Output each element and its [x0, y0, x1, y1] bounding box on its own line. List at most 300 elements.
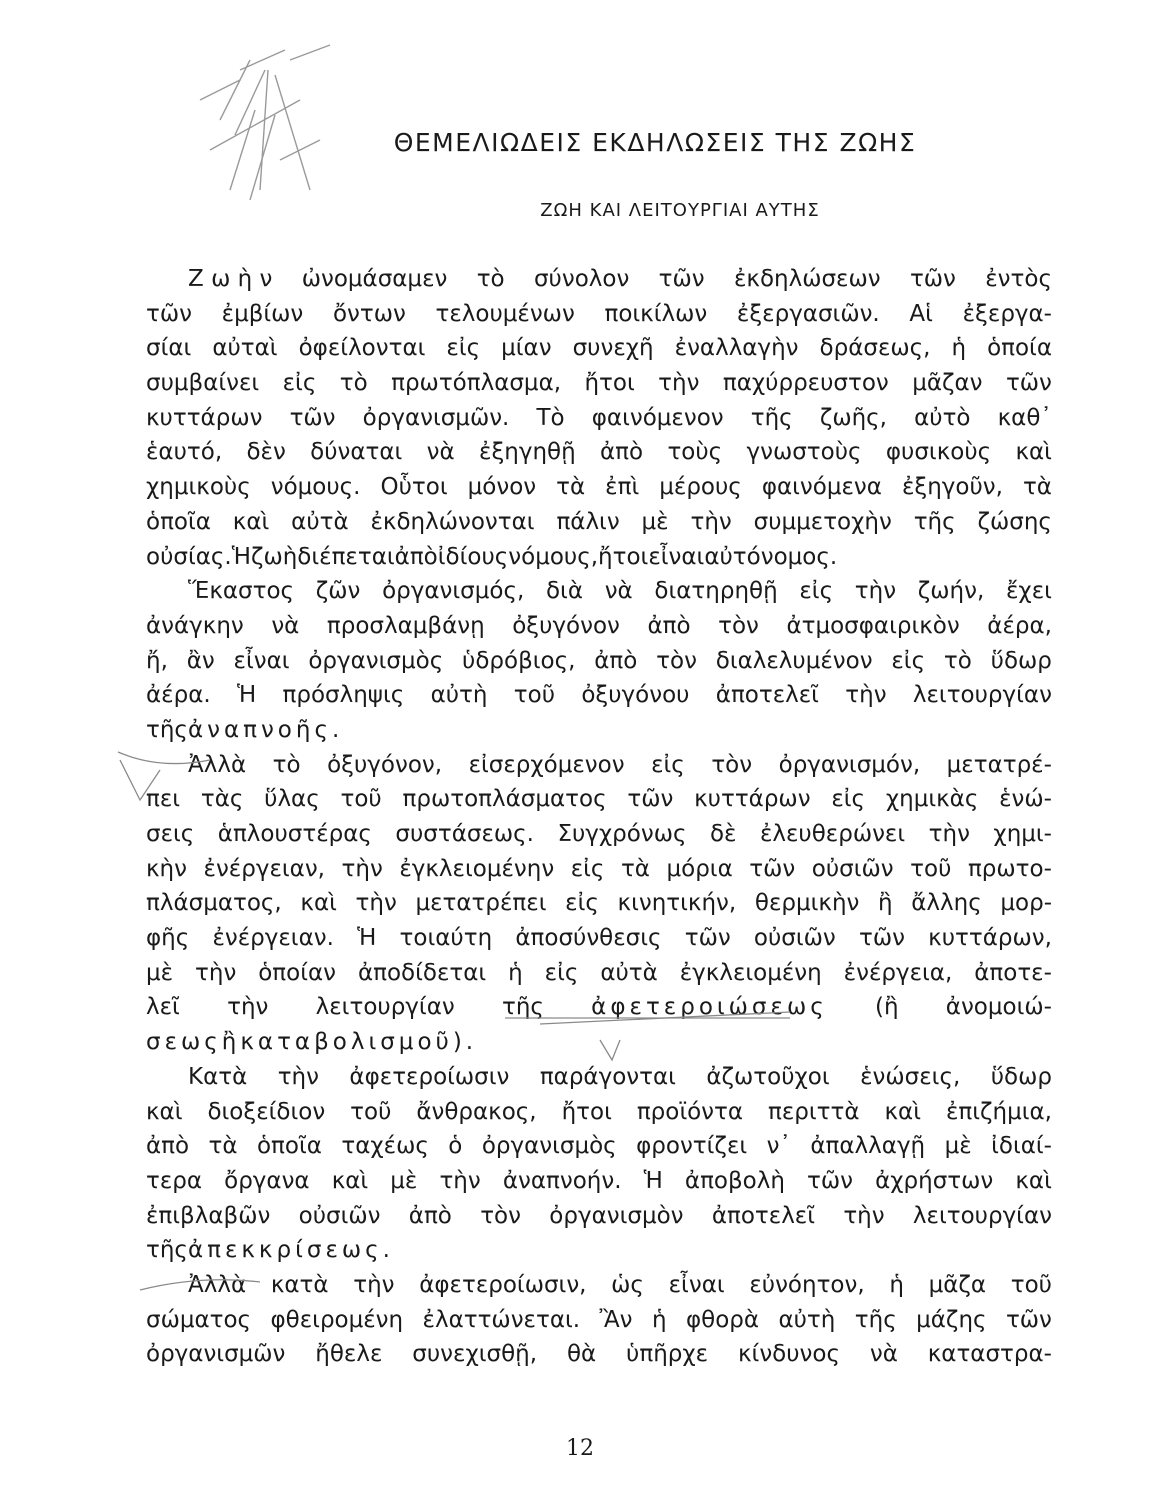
- word: τῶν: [909, 266, 956, 292]
- word: μετατρέπει: [415, 890, 547, 917]
- word: αὐτὴ: [778, 1306, 836, 1333]
- text-line: [146, 678, 1052, 713]
- word: ἀποτελεῖ: [715, 682, 819, 709]
- word: Κατὰ: [188, 1063, 248, 1090]
- word: ἀπὸ: [647, 612, 691, 639]
- word: αὐτὸ: [914, 404, 971, 431]
- word: οὐσιῶν: [811, 855, 894, 882]
- word: ἀποτελεῖ: [711, 1202, 816, 1229]
- word: τῶν: [807, 1167, 854, 1194]
- word: πρωτο-: [967, 855, 1052, 882]
- word: πλάσματος,: [146, 890, 282, 917]
- word: καὶ: [232, 508, 270, 535]
- word: διοξείδιον: [207, 1098, 326, 1125]
- word: σώματος: [146, 1306, 252, 1333]
- word: πει: [146, 786, 181, 813]
- word: ἀπὸ: [394, 543, 438, 570]
- word: θερμικὴν: [754, 890, 860, 917]
- word: τὸ: [339, 370, 368, 397]
- word: εἰς: [570, 855, 605, 882]
- section-subtitle: ΖΩΗ ΚΑΙ ΛΕΙΤΟΥΡΓΙΑΙ ΑΥΤΗΣ: [540, 200, 820, 221]
- word: τὰ: [620, 855, 650, 882]
- word: τὸ: [272, 751, 301, 778]
- word: ὀργανισμῶν: [146, 1341, 286, 1368]
- word: ἐμβίων: [221, 300, 304, 327]
- word: τὴν: [353, 1271, 395, 1298]
- word: συμβαίνει: [146, 370, 260, 397]
- word: (ἢ: [874, 994, 899, 1021]
- word: Ἀλλὰ: [188, 751, 247, 778]
- word: δὲ: [709, 821, 737, 847]
- word: ἀναπνοῆς.: [187, 716, 344, 743]
- word: ὀργανισμὸν: [549, 1202, 684, 1229]
- word: μὲ: [944, 1133, 972, 1160]
- word: ἐπιβλαβῶν: [146, 1202, 271, 1229]
- word: πάλιν: [556, 508, 620, 535]
- word: τῶν: [289, 404, 336, 431]
- word: συμμετοχὴν: [753, 508, 892, 535]
- word: ἐξηγηθῇ: [479, 439, 576, 466]
- word: ὕδωρ: [990, 647, 1052, 674]
- word: τὴν: [355, 890, 397, 917]
- word: Ἀλλὰ: [188, 1271, 247, 1298]
- word: καὶ: [146, 1098, 183, 1125]
- word: ἤθελε: [315, 1341, 383, 1368]
- word: ὀφείλονται: [298, 335, 426, 362]
- text-line: [146, 921, 1052, 956]
- word: οὐσιῶν: [298, 1202, 381, 1229]
- word: τὴν: [439, 1167, 481, 1194]
- text-line: [146, 1025, 1052, 1060]
- word: τὸν: [480, 1202, 521, 1229]
- word: χημι-: [993, 821, 1052, 847]
- word: ὕδωρ: [990, 1063, 1052, 1090]
- word: ἐναλλαγὴν: [674, 335, 799, 362]
- word: εἰς: [831, 786, 866, 813]
- word: τὴν: [195, 959, 237, 986]
- word: ποικίλων: [604, 300, 708, 327]
- word: ἀφετεροίωσιν,: [419, 1271, 587, 1298]
- word: ἀπὸ: [146, 1133, 190, 1160]
- word: προϊόντα: [636, 1098, 744, 1125]
- word: φαινόμενον: [591, 404, 724, 431]
- word: μὲ: [641, 508, 669, 535]
- word: φθορὰ: [685, 1306, 760, 1333]
- word: οὐσίας.: [146, 543, 232, 570]
- text-line: [146, 1199, 1052, 1234]
- word: ὄντων: [332, 300, 406, 327]
- word: ἀφετεροιώσεως: [591, 994, 828, 1021]
- word: μᾶζαν: [912, 370, 983, 397]
- word: κυττάρων: [694, 786, 811, 813]
- word: ἀπὸ: [600, 439, 644, 466]
- word: Ἡ: [236, 682, 257, 709]
- word: ὄργανα: [224, 1167, 310, 1194]
- word: καθ᾽: [997, 404, 1052, 431]
- word: ἡ: [651, 1306, 667, 1333]
- word: ἀποβολὴ: [684, 1167, 785, 1194]
- word: ἑνώ-: [999, 786, 1052, 813]
- word: ἀπὸ: [408, 1202, 452, 1229]
- word: κινητικήν,: [617, 890, 737, 917]
- word: καὶ: [300, 890, 337, 917]
- word: ὀξυγόνον: [512, 612, 620, 639]
- word: ζωήν,: [917, 578, 985, 605]
- word: νὰ: [869, 1341, 898, 1368]
- word: ἐκδηλώνονται: [370, 508, 535, 535]
- word: αὐτὰ: [291, 508, 349, 535]
- word: τὸν: [711, 751, 753, 778]
- word: ἡ: [889, 1271, 904, 1298]
- text-line: [146, 366, 1052, 401]
- word: ὁποίαν: [258, 959, 337, 986]
- word: νόμους,: [508, 543, 599, 570]
- text-line: [146, 574, 1052, 609]
- word: Ἡ: [357, 925, 377, 952]
- word: ἤτοι: [584, 370, 635, 397]
- page-title: ΘΕΜΕΛΙΩΔΕΙΣ ΕΚΔΗΛΩΣΕΙΣ ΤΗΣ ΖΩΗΣ: [393, 128, 917, 157]
- word: σύνολον: [533, 266, 630, 292]
- text-line: [146, 297, 1052, 332]
- word: λεῖ: [146, 994, 180, 1021]
- text-line: [146, 262, 1052, 297]
- word: ἐνέργεια,: [843, 959, 953, 986]
- word: λειτουργίαν: [315, 994, 455, 1021]
- word: Αἱ: [909, 300, 933, 327]
- word: μίαν: [501, 335, 552, 362]
- word: τὴν: [227, 994, 269, 1021]
- word: Ἡ: [643, 1167, 663, 1194]
- word: γνωστοὺς: [746, 439, 862, 466]
- text-line: [146, 1060, 1052, 1095]
- word: μὲ: [146, 959, 174, 986]
- word: τὸ: [476, 266, 505, 292]
- word: ἀνομοιώ-: [945, 994, 1052, 1021]
- word: καταβολισμοῦ).: [240, 1029, 478, 1056]
- word: μόρια: [666, 855, 733, 882]
- word: τῆς: [913, 508, 956, 535]
- word: αὐτόνομος.: [704, 543, 838, 570]
- word: ἰδιαί-: [991, 1133, 1052, 1160]
- word: ὕλας: [264, 786, 320, 813]
- text-line: [146, 401, 1052, 436]
- word: τοῦ: [910, 855, 952, 882]
- word: τὰς: [200, 786, 244, 813]
- word: εἰσερχόμενον: [468, 751, 625, 778]
- word: ἐκδηλώσεων: [733, 266, 881, 292]
- word: τὴν: [658, 370, 700, 397]
- word: διὰ: [545, 578, 583, 605]
- word: ἰδίους: [437, 543, 509, 570]
- text-line: [146, 331, 1052, 366]
- word: ὁποῖα: [146, 508, 211, 535]
- word: τῆς: [501, 994, 544, 1021]
- word: τὴν: [854, 578, 897, 605]
- word: εἰς: [446, 335, 481, 362]
- text-line: [146, 435, 1052, 470]
- word: εἰς: [565, 890, 599, 917]
- word: ἐλευθερώνει: [759, 821, 906, 847]
- word: κὴν: [146, 855, 187, 882]
- word: ὀργανισμῶν.: [362, 404, 510, 431]
- word: ἡ: [951, 335, 967, 362]
- word: ἤ,: [146, 647, 168, 674]
- word: Ἂν: [599, 1306, 633, 1333]
- word: ἐλαττώνεται.: [422, 1306, 581, 1333]
- word: τῶν: [146, 300, 192, 327]
- word: τὸν: [718, 612, 759, 639]
- word: ἐξεργα-: [962, 300, 1052, 327]
- word: ζωῆς,: [819, 404, 887, 431]
- word: τοιαύτη: [399, 925, 493, 952]
- word: εὐνόητον,: [749, 1271, 865, 1298]
- word: τῆς: [146, 716, 188, 743]
- word: τοὺς: [667, 439, 723, 466]
- word: τερα: [146, 1167, 203, 1194]
- word: φροντίζει: [636, 1133, 748, 1160]
- word: συνεχῆ: [572, 335, 654, 362]
- word: ἐντὸς: [985, 266, 1052, 292]
- word: τῶν: [684, 925, 731, 952]
- word: ἢ: [221, 1029, 241, 1056]
- word: τοῦ: [513, 682, 556, 709]
- word: νὰ: [426, 439, 455, 466]
- word: καὶ: [1015, 439, 1052, 466]
- word: μὲ: [390, 1167, 418, 1194]
- word: ἐξεργασιῶν.: [736, 300, 880, 327]
- word: χημικοὺς: [146, 474, 251, 501]
- text-line: [146, 886, 1052, 921]
- word: τὰ: [208, 1133, 238, 1160]
- word: τῆς: [146, 1237, 188, 1264]
- word: τελουμένων: [435, 300, 575, 327]
- word: εἶναι: [233, 647, 290, 674]
- page-number: 12: [566, 1436, 594, 1461]
- text-line: [146, 713, 1052, 748]
- word: δὲν: [246, 439, 286, 466]
- word: δύναται: [310, 439, 403, 466]
- word: καὶ: [331, 1167, 369, 1194]
- text-line: [146, 1303, 1052, 1338]
- word: ὡς: [611, 1271, 644, 1298]
- text-line: [146, 1268, 1052, 1303]
- word: τοῦ: [340, 786, 382, 813]
- word: τῶν: [749, 855, 796, 882]
- word: τῆς: [750, 404, 793, 431]
- word: αὐτὰ: [600, 959, 658, 986]
- word: προσλαμβάνῃ: [326, 612, 485, 639]
- word: ἔχει: [1006, 578, 1052, 605]
- word: ζῶν: [315, 578, 361, 605]
- word: ἀνάγκην: [146, 612, 244, 639]
- text-line: [146, 782, 1052, 817]
- word: παχύρρευστον: [722, 370, 889, 397]
- word: ἐγκλειομένην: [399, 855, 555, 882]
- word: τῶν: [1005, 1306, 1052, 1333]
- word: εἰς: [651, 751, 685, 778]
- word: ἢ: [878, 890, 893, 917]
- word: πρωτόπλασμα,: [391, 370, 562, 397]
- word: νὰ: [271, 612, 300, 639]
- word: φῆς: [146, 925, 190, 952]
- text-line: [146, 1129, 1052, 1164]
- word: διαλελυμένον: [715, 647, 873, 674]
- word: συνεχισθῇ,: [412, 1341, 538, 1368]
- word: θὰ: [566, 1341, 597, 1368]
- word: ὀξυγόνου: [581, 682, 690, 709]
- word: εἰς: [282, 370, 317, 397]
- text-line: [146, 748, 1052, 783]
- word: πρωτοπλάσματος: [402, 786, 607, 813]
- word: χημικὰς: [885, 786, 979, 813]
- word: τὴν: [845, 682, 887, 709]
- word: ἐξηγοῦν,: [901, 474, 1003, 501]
- word: ἄλλης: [911, 890, 982, 917]
- text-line: [146, 1095, 1052, 1130]
- word: ν᾽: [766, 1133, 791, 1160]
- text-line: [146, 540, 1052, 575]
- word: ὁποία: [987, 335, 1052, 362]
- body-text: [146, 262, 1052, 1372]
- word: νόμους.: [270, 474, 361, 501]
- word: ὁ: [448, 1133, 463, 1160]
- word: καὶ: [1015, 1167, 1052, 1194]
- word: ὀργανισμὸς: [481, 1133, 617, 1160]
- word: παράγονται: [539, 1063, 676, 1090]
- word: δράσεως,: [819, 335, 931, 362]
- word: εἶναι: [648, 543, 705, 570]
- word: τῶν: [658, 266, 705, 292]
- word: διατηρηθῇ: [654, 578, 778, 605]
- word: ἡ: [508, 959, 523, 986]
- word: καὶ: [884, 1098, 921, 1125]
- text-line: [146, 505, 1052, 540]
- word: φυσικοὺς: [885, 439, 992, 466]
- word: τῆς: [854, 1306, 897, 1333]
- word: ὀργανισμόν,: [778, 751, 921, 778]
- word: ἑαυτό,: [146, 439, 223, 466]
- word: ἄνθρακος,: [416, 1098, 537, 1125]
- word: αὐταὶ: [212, 335, 278, 362]
- word: εἰς: [799, 578, 834, 605]
- word: τῶν: [858, 925, 905, 952]
- word: μορ-: [1000, 890, 1052, 917]
- word: τὸν: [656, 647, 697, 674]
- word: ὑδρόβιος,: [462, 647, 576, 674]
- word: ἂν: [186, 647, 215, 674]
- word: ἤτοι: [561, 1098, 612, 1125]
- word: φθειρομένη: [270, 1306, 404, 1333]
- word: περιττὰ: [768, 1098, 860, 1125]
- word: λειτουργίαν: [912, 682, 1052, 709]
- word: συστάσεως.: [395, 821, 534, 847]
- word: κυττάρων,: [928, 925, 1052, 952]
- word: κίνδυνος: [737, 1341, 840, 1368]
- word: ἐπὶ: [605, 474, 640, 501]
- word: τῶν: [627, 786, 674, 813]
- word: Ἡ: [231, 543, 251, 570]
- word: τοῦ: [1010, 1271, 1052, 1298]
- word: Τὸ: [536, 404, 565, 431]
- word: τὴν: [690, 508, 732, 535]
- word: τὰ: [556, 474, 586, 501]
- word: φαινόμενα: [761, 474, 882, 501]
- text-line: [146, 644, 1052, 679]
- word: ἁπλουστέρας: [217, 821, 372, 847]
- text-line: [146, 852, 1052, 887]
- word: νὰ: [604, 578, 633, 605]
- text-line: [146, 609, 1052, 644]
- word: σεως: [146, 1029, 222, 1056]
- word: ἀέρα,: [987, 612, 1052, 639]
- word: ἀπὸ: [594, 647, 638, 674]
- word: εἶναι: [668, 1271, 725, 1298]
- word: αὐτὴ: [430, 682, 488, 709]
- text-line: [146, 1164, 1052, 1199]
- word: τοῦ: [350, 1098, 392, 1125]
- word: ἀποσύνθεσις: [515, 925, 662, 952]
- text-line: [146, 1233, 1052, 1268]
- word: λειτουργίαν: [912, 1202, 1052, 1229]
- word: ὑπῆρχε: [626, 1341, 709, 1368]
- word: σίαι: [146, 335, 192, 362]
- word: μάζης: [916, 1306, 987, 1333]
- word: ζώσης: [977, 508, 1052, 535]
- word: ὀργανισμὸς: [308, 647, 444, 674]
- word: ἀχρήστων: [875, 1167, 994, 1194]
- word: ἐνέργειαν.: [212, 925, 334, 952]
- word: ἀποτε-: [974, 959, 1052, 986]
- text-line: [146, 956, 1052, 991]
- word: μετατρέ-: [946, 751, 1052, 778]
- word: ὠνομάσαμεν: [301, 266, 448, 292]
- word: σεις: [146, 821, 195, 847]
- word: τὴν: [341, 855, 383, 882]
- text-line: [146, 1337, 1052, 1372]
- word: ἀφετεροίωσιν: [349, 1063, 510, 1090]
- word: μόνον: [467, 474, 537, 501]
- word: ἑνώσεις,: [860, 1063, 961, 1090]
- word: ἤτοι: [598, 543, 649, 570]
- word: τῶν: [1005, 370, 1052, 397]
- word: πρόσληψις: [282, 682, 405, 709]
- word: τὰ: [1022, 474, 1052, 501]
- text-line: [146, 817, 1052, 852]
- word: ἐνέργειαν,: [203, 855, 325, 882]
- word: τὴν: [928, 821, 970, 847]
- word: οὐσιῶν: [753, 925, 836, 952]
- text-line: [146, 990, 1052, 1025]
- word: ἀέρα.: [146, 682, 211, 709]
- word: μέρους: [659, 474, 742, 501]
- word: τὴν: [843, 1202, 885, 1229]
- word: Οὗτοι: [380, 474, 448, 501]
- word: κυττάρων: [146, 404, 263, 431]
- word: ἀπεκκρίσεως.: [187, 1237, 394, 1264]
- word: ἀποδίδεται: [357, 959, 487, 986]
- word: μᾶζα: [928, 1271, 987, 1298]
- word: διέπεται: [297, 543, 395, 570]
- word: ἐπιζήμια,: [945, 1098, 1052, 1125]
- word: ὁποῖα: [256, 1133, 322, 1160]
- word: Συγχρόνως: [557, 821, 687, 847]
- word: ὀξυγόνον,: [327, 751, 443, 778]
- word: εἰς: [544, 959, 579, 986]
- word: ἀναπνοήν.: [502, 1167, 622, 1194]
- word: Ἕκαστος: [188, 578, 295, 605]
- word: τὴν: [277, 1063, 319, 1090]
- word: ἀτμοσφαιρικὸν: [786, 612, 960, 639]
